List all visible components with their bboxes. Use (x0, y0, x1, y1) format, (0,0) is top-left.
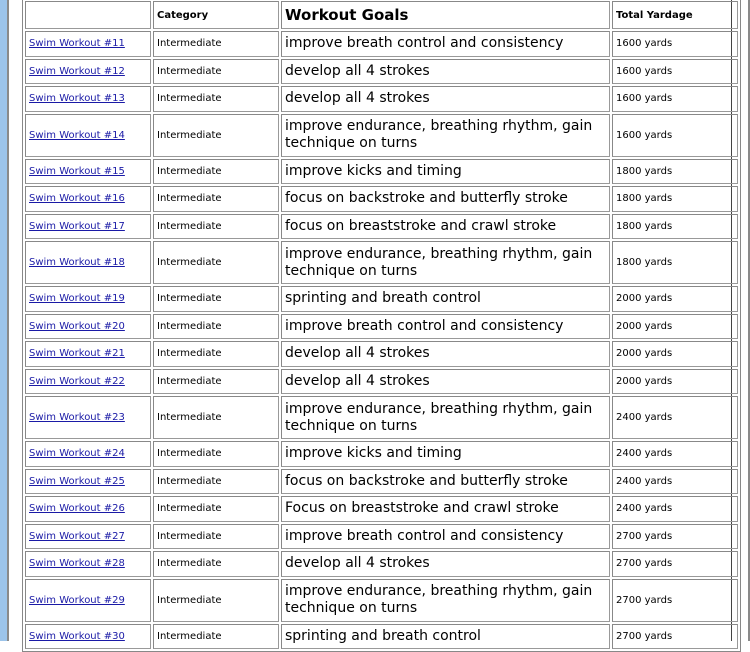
workout-link[interactable]: Swim Workout #17 (29, 220, 125, 232)
yardage-cell: 2700 yards (612, 624, 738, 650)
workout-cell (25, 441, 151, 467)
table-row (25, 524, 738, 550)
goals-cell: develop all 4 strokes (281, 369, 610, 395)
yardage-cell: 1800 yards (612, 214, 738, 240)
workout-cell (25, 341, 151, 367)
yardage-cell: 2700 yards (612, 551, 738, 577)
goals-cell: improve endurance, breathing rhythm, gain technique on turns (281, 114, 610, 157)
workout-cell (25, 159, 151, 185)
table-row (25, 441, 738, 467)
goals-cell: improve breath control and consistency (281, 31, 610, 57)
workout-cell (25, 286, 151, 312)
yardage-cell: 1800 yards (612, 241, 738, 284)
goals-cell: improve kicks and timing (281, 441, 610, 467)
table-row (25, 159, 738, 185)
table-row (25, 314, 738, 340)
goals-cell: develop all 4 strokes (281, 86, 610, 112)
workout-link[interactable]: Swim Workout #11 (29, 38, 125, 50)
workout-link[interactable]: Swim Workout #24 (29, 448, 125, 460)
workout-cell (25, 114, 151, 157)
category-cell: Intermediate (153, 396, 279, 439)
workout-cell (25, 314, 151, 340)
table-row (25, 579, 738, 622)
yardage-cell: 2400 yards (612, 396, 738, 439)
category-cell: Intermediate (153, 369, 279, 395)
goals-cell: improve endurance, breathing rhythm, gain technique on turns (281, 396, 610, 439)
table-row (25, 241, 738, 284)
table-row (25, 286, 738, 312)
yardage-cell: 1600 yards (612, 86, 738, 112)
goals-cell: develop all 4 strokes (281, 551, 610, 577)
workout-link[interactable]: Swim Workout #27 (29, 530, 125, 542)
workout-link[interactable]: Swim Workout #15 (29, 165, 125, 177)
yardage-cell: 1600 yards (612, 59, 738, 85)
goals-cell: improve breath control and consistency (281, 314, 610, 340)
workout-link[interactable]: Swim Workout #13 (29, 93, 125, 105)
workout-link[interactable]: Swim Workout #22 (29, 375, 125, 387)
yardage-cell: 2400 yards (612, 469, 738, 495)
workout-cell (25, 214, 151, 240)
category-cell: Intermediate (153, 624, 279, 650)
workout-link[interactable]: Swim Workout #18 (29, 257, 125, 268)
category-cell: Intermediate (153, 31, 279, 57)
workout-cell (25, 496, 151, 522)
goals-cell: develop all 4 strokes (281, 341, 610, 367)
goals-cell: improve endurance, breathing rhythm, gain technique on turns (281, 241, 610, 284)
category-cell: Intermediate (153, 59, 279, 85)
workout-cell (25, 86, 151, 112)
workout-cell (25, 369, 151, 395)
workout-link[interactable]: Swim Workout #20 (29, 320, 125, 332)
yardage-cell: 2000 yards (612, 314, 738, 340)
yardage-cell: 2000 yards (612, 341, 738, 367)
category-cell: Intermediate (153, 214, 279, 240)
category-cell: Intermediate (153, 186, 279, 212)
workout-link[interactable]: Swim Workout #26 (29, 503, 125, 515)
yardage-cell: 1600 yards (612, 114, 738, 157)
category-cell: Intermediate (153, 469, 279, 495)
goals-cell: develop all 4 strokes (281, 59, 610, 85)
table-row (25, 214, 738, 240)
goals-cell: improve endurance, breathing rhythm, gain technique on turns (281, 579, 610, 622)
workout-link[interactable]: Swim Workout #12 (29, 65, 125, 77)
header-category: Category (153, 1, 279, 29)
table-row (25, 624, 738, 650)
workouts-table (22, 0, 741, 652)
goals-cell: focus on breaststroke and crawl stroke (281, 214, 610, 240)
yardage-cell: 2000 yards (612, 369, 738, 395)
goals-cell: improve breath control and consistency (281, 524, 610, 550)
workout-cell (25, 396, 151, 439)
workout-link[interactable]: Swim Workout #28 (29, 558, 125, 570)
header-name (25, 1, 151, 29)
goals-cell: Focus on breaststroke and crawl stroke (281, 496, 610, 522)
goals-cell: focus on backstroke and butterfly stroke (281, 186, 610, 212)
table-row (25, 31, 738, 57)
workout-cell (25, 59, 151, 85)
category-cell: Intermediate (153, 441, 279, 467)
table-row (25, 59, 738, 85)
category-cell: Intermediate (153, 159, 279, 185)
category-cell: Intermediate (153, 551, 279, 577)
yardage-cell: 1800 yards (612, 186, 738, 212)
category-cell: Intermediate (153, 314, 279, 340)
header-goals: Workout Goals (281, 1, 610, 29)
workout-cell (25, 31, 151, 57)
table-row (25, 496, 738, 522)
workout-cell (25, 551, 151, 577)
workout-cell (25, 579, 151, 622)
category-cell: Intermediate (153, 241, 279, 284)
yardage-cell: 2000 yards (612, 286, 738, 312)
workout-link[interactable]: Swim Workout #19 (29, 293, 125, 305)
workout-link[interactable]: Swim Workout #21 (29, 348, 125, 360)
category-cell: Intermediate (153, 114, 279, 157)
yardage-cell: 2400 yards (612, 496, 738, 522)
yardage-cell: 1600 yards (612, 31, 738, 57)
category-cell: Intermediate (153, 524, 279, 550)
workout-cell (25, 469, 151, 495)
goals-cell: improve kicks and timing (281, 159, 610, 185)
workout-link[interactable]: Swim Workout #30 (29, 630, 125, 642)
header-yardage: Total Yardage (612, 1, 738, 29)
goals-cell: sprinting and breath control (281, 624, 610, 650)
yardage-cell: 1800 yards (612, 159, 738, 185)
table-row (25, 551, 738, 577)
workout-link[interactable]: Swim Workout #16 (29, 193, 125, 205)
table-row (25, 341, 738, 367)
table-header-row (25, 1, 738, 29)
category-cell: Intermediate (153, 341, 279, 367)
table-row (25, 469, 738, 495)
workout-link[interactable]: Swim Workout #23 (29, 412, 125, 423)
left-frame-edge (0, 0, 9, 641)
yardage-cell: 2400 yards (612, 441, 738, 467)
workout-cell (25, 241, 151, 284)
yardage-cell: 2700 yards (612, 524, 738, 550)
goals-cell: sprinting and breath control (281, 286, 610, 312)
table-row (25, 396, 738, 439)
workout-cell (25, 186, 151, 212)
workout-cell (25, 624, 151, 650)
category-cell: Intermediate (153, 496, 279, 522)
category-cell: Intermediate (153, 579, 279, 622)
workout-link[interactable]: Swim Workout #29 (29, 594, 125, 606)
category-cell: Intermediate (153, 86, 279, 112)
table-row (25, 86, 738, 112)
table-row (25, 186, 738, 212)
goals-cell: focus on backstroke and butterfly stroke (281, 469, 610, 495)
table-row (25, 114, 738, 157)
workout-link[interactable]: Swim Workout #25 (29, 475, 125, 487)
workout-link[interactable]: Swim Workout #14 (29, 129, 125, 141)
workout-cell (25, 524, 151, 550)
yardage-cell: 2700 yards (612, 579, 738, 622)
category-cell: Intermediate (153, 286, 279, 312)
table-row (25, 369, 738, 395)
